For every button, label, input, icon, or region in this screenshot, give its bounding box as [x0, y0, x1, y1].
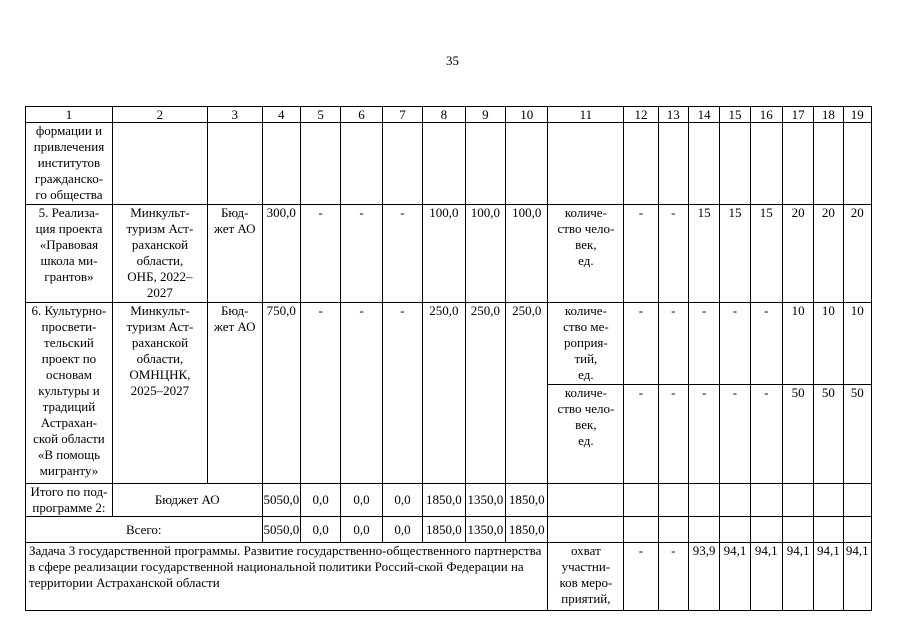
value-cell: - [382, 205, 422, 303]
value-cell: - [750, 385, 782, 484]
header-cell: 18 [814, 107, 843, 123]
budget-table [25, 106, 872, 611]
header-cell: 2 [112, 107, 207, 123]
empty-cell [720, 517, 750, 543]
empty-cell [688, 517, 719, 543]
header-cell: 17 [782, 107, 813, 123]
header-cell: 19 [843, 107, 871, 123]
total-label: Всего: [26, 517, 263, 543]
empty-cell [548, 123, 624, 205]
value-cell: 1850,0 [423, 517, 465, 543]
value-cell: 10 [814, 303, 843, 385]
empty-cell [843, 484, 871, 517]
value-cell: 5050,0 [262, 517, 300, 543]
value-cell: - [382, 303, 422, 484]
header-cell: 4 [262, 107, 300, 123]
empty-cell [112, 123, 207, 205]
executor-cell: Минкульт- туризм Аст- раханской области, ОНБ, 2022– 2027 [112, 205, 207, 303]
value-cell: 1350,0 [465, 517, 505, 543]
subtotal-label: Итого по под- программе 2: [26, 484, 113, 517]
value-cell: - [658, 543, 688, 611]
event-name-cell: 5. Реализа- ция проекта «Правовая школа ми- грантов» [26, 205, 113, 303]
empty-cell [688, 484, 719, 517]
empty-cell [207, 123, 262, 205]
continuation-row [26, 123, 872, 205]
empty-cell [782, 517, 813, 543]
value-cell: 1850,0 [423, 484, 465, 517]
value-cell: 300,0 [262, 205, 300, 303]
value-cell: - [624, 543, 658, 611]
value-cell: 93,9 [688, 543, 719, 611]
value-cell: 0,0 [382, 484, 422, 517]
value-cell: 50 [814, 385, 843, 484]
value-cell: - [658, 205, 688, 303]
value-cell: 15 [720, 205, 750, 303]
subtotal-row [26, 484, 872, 517]
task3-row [26, 543, 872, 611]
header-cell: 15 [720, 107, 750, 123]
value-cell: 10 [843, 303, 871, 385]
value-cell: 10 [782, 303, 813, 385]
value-cell: - [658, 303, 688, 385]
value-cell: 750,0 [262, 303, 300, 484]
indicator-cell: количе- ство чело- век, ед. [548, 385, 624, 484]
table-row-5 [26, 205, 872, 303]
header-cell: 14 [688, 107, 719, 123]
empty-cell [720, 123, 750, 205]
indicator-cell: охват участни- ков меро- приятий, [548, 543, 624, 611]
empty-cell [782, 484, 813, 517]
value-cell: - [750, 303, 782, 385]
value-cell: 250,0 [423, 303, 465, 484]
header-cell: 7 [382, 107, 422, 123]
empty-cell [548, 517, 624, 543]
value-cell: - [658, 385, 688, 484]
value-cell: 0,0 [382, 517, 422, 543]
value-cell: - [624, 385, 658, 484]
header-cell: 11 [548, 107, 624, 123]
empty-cell [814, 517, 843, 543]
value-cell: 0,0 [341, 484, 382, 517]
empty-cell [465, 123, 505, 205]
value-cell: - [341, 205, 382, 303]
source-cell: Бюд- жет АО [207, 303, 262, 484]
value-cell: - [688, 385, 719, 484]
empty-cell [506, 123, 548, 205]
value-cell: - [624, 303, 658, 385]
source-cell: Бюд- жет АО [207, 205, 262, 303]
header-cell: 12 [624, 107, 658, 123]
value-cell: 0,0 [341, 517, 382, 543]
header-cell: 10 [506, 107, 548, 123]
value-cell: - [688, 303, 719, 385]
empty-cell [720, 484, 750, 517]
empty-cell [382, 123, 422, 205]
header-cell: 1 [26, 107, 113, 123]
value-cell: - [720, 385, 750, 484]
value-cell: 5050,0 [262, 484, 300, 517]
page-number: 35 [446, 53, 459, 68]
value-cell: - [341, 303, 382, 484]
value-cell: 20 [843, 205, 871, 303]
value-cell: 94,1 [814, 543, 843, 611]
value-cell: 100,0 [465, 205, 505, 303]
empty-cell [750, 123, 782, 205]
value-cell: 1350,0 [465, 484, 505, 517]
value-cell: 100,0 [506, 205, 548, 303]
empty-cell [624, 123, 658, 205]
value-cell: 20 [814, 205, 843, 303]
value-cell: 250,0 [465, 303, 505, 484]
value-cell: 0,0 [300, 517, 340, 543]
subtotal-source: Бюджет АО [112, 484, 262, 517]
value-cell: 94,1 [782, 543, 813, 611]
event-name-cell: 6. Культурно- просвети- тельский проект по основам культуры и традиций Астрахан- ской области «В помощь мигранту» [26, 303, 113, 484]
header-cell: 3 [207, 107, 262, 123]
value-cell: - [624, 205, 658, 303]
indicator-cell: количе- ство чело- век, ед. [548, 205, 624, 303]
value-cell: 50 [843, 385, 871, 484]
empty-cell [658, 517, 688, 543]
empty-cell [814, 484, 843, 517]
value-cell: 20 [782, 205, 813, 303]
empty-cell [300, 123, 340, 205]
task3-text: Задача 3 государственной программы. Развитие государственно-общественного партнерства в сфере реализации государственной национальной политики Россий-ской Федерации на территории Астраханской области [26, 543, 548, 611]
empty-cell [750, 517, 782, 543]
value-cell: 50 [782, 385, 813, 484]
empty-cell [814, 123, 843, 205]
value-cell: 100,0 [423, 205, 465, 303]
value-cell: - [300, 205, 340, 303]
value-cell: 15 [750, 205, 782, 303]
empty-cell [548, 484, 624, 517]
header-cell: 13 [658, 107, 688, 123]
empty-cell [782, 123, 813, 205]
table-row-6 [26, 303, 872, 385]
total-row [26, 517, 872, 543]
indicator-cell: количе- ство ме- роприя- тий, ед. [548, 303, 624, 385]
empty-cell [750, 484, 782, 517]
value-cell: - [720, 303, 750, 385]
event-name-cell: формации и привлечения институтов гражданско- го общества [26, 123, 113, 205]
header-row [26, 107, 872, 123]
empty-cell [843, 517, 871, 543]
executor-cell: Минкульт- туризм Аст- раханской области, ОМНЦНК, 2025–2027 [112, 303, 207, 484]
header-cell: 9 [465, 107, 505, 123]
empty-cell [423, 123, 465, 205]
header-cell: 5 [300, 107, 340, 123]
empty-cell [843, 123, 871, 205]
empty-cell [624, 484, 658, 517]
header-cell: 6 [341, 107, 382, 123]
value-cell: 94,1 [750, 543, 782, 611]
value-cell: - [300, 303, 340, 484]
value-cell: 250,0 [506, 303, 548, 484]
value-cell: 1850,0 [506, 517, 548, 543]
empty-cell [658, 123, 688, 205]
value-cell: 1850,0 [506, 484, 548, 517]
empty-cell [262, 123, 300, 205]
empty-cell [341, 123, 382, 205]
header-cell: 16 [750, 107, 782, 123]
value-cell: 0,0 [300, 484, 340, 517]
value-cell: 94,1 [843, 543, 871, 611]
empty-cell [658, 484, 688, 517]
value-cell: 94,1 [720, 543, 750, 611]
header-cell: 8 [423, 107, 465, 123]
empty-cell [688, 123, 719, 205]
empty-cell [624, 517, 658, 543]
value-cell: 15 [688, 205, 719, 303]
